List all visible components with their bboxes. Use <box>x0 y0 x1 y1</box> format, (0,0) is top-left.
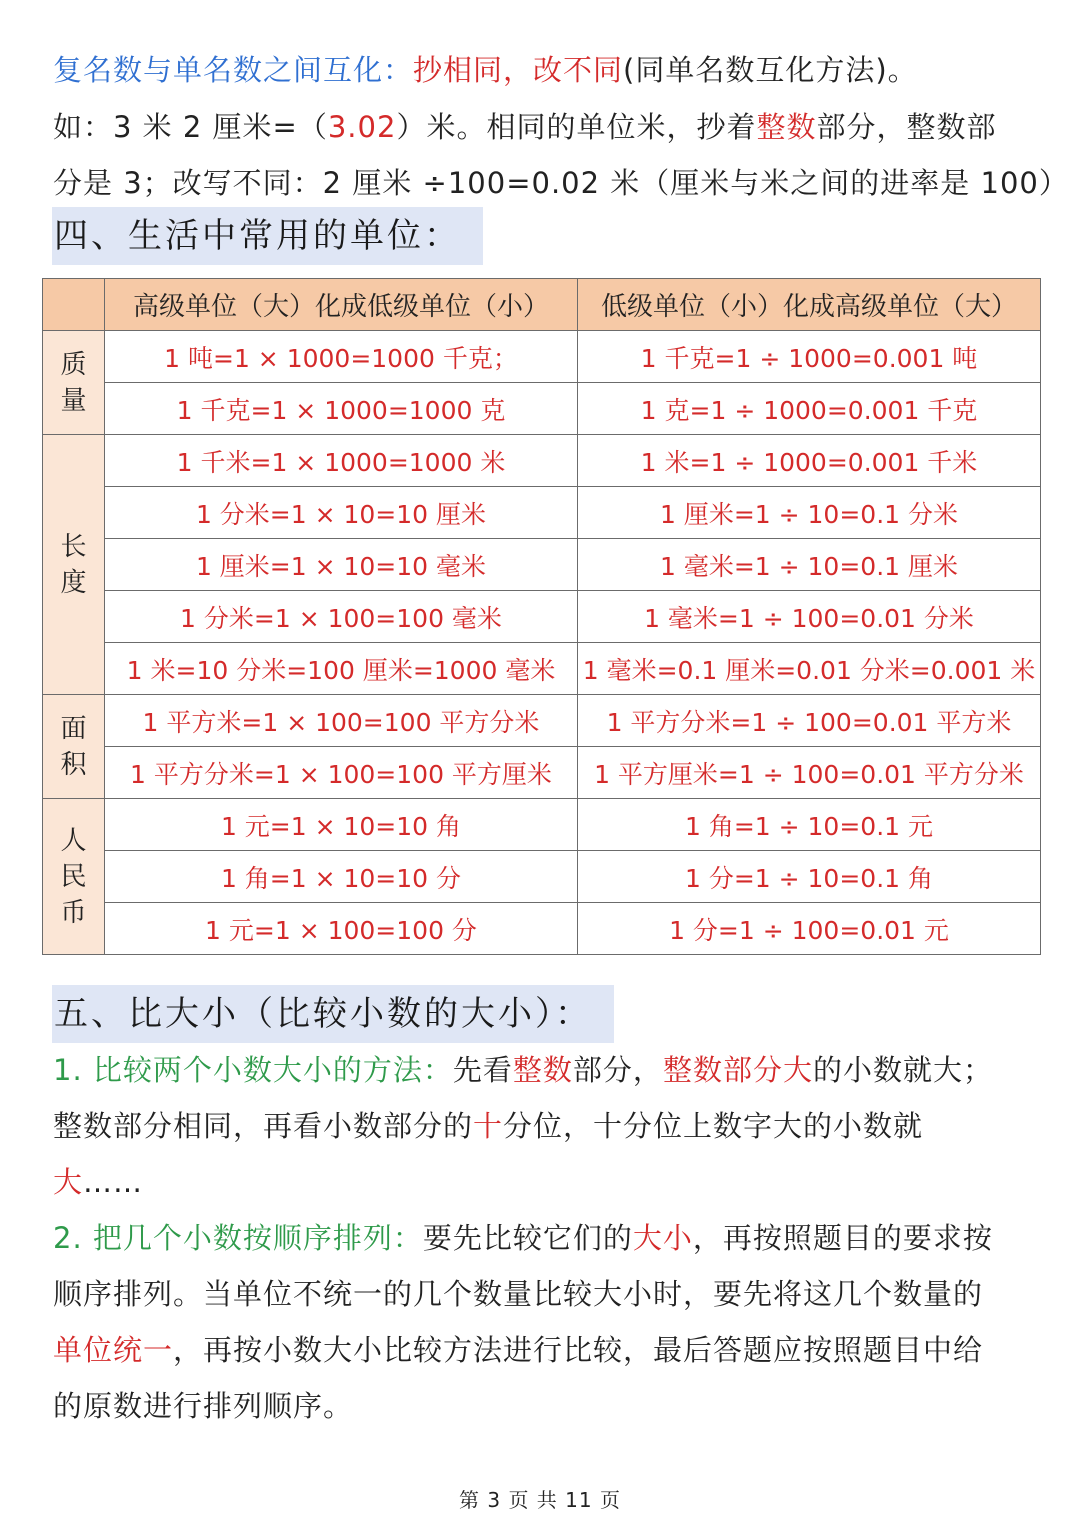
method-1-larger: 大 <box>53 1165 84 1199</box>
high-to-low-cell: 1 元=1 × 100=100 分 <box>105 903 578 955</box>
low-to-high-cell: 1 厘米=1 ÷ 10=0.1 分米 <box>578 487 1041 539</box>
table-row <box>43 643 1041 695</box>
high-to-low-cell: 1 元=1 × 10=10 角 <box>105 799 578 851</box>
header-corner <box>43 279 105 331</box>
header-low-to-high: 低级单位（小）化成高级单位（大） <box>578 279 1041 331</box>
method-1-text-b: 部分， <box>572 1053 663 1087</box>
s5-p2-line-1 <box>53 1218 1050 1258</box>
category-cell <box>43 799 105 955</box>
category-char: 度 <box>60 567 87 598</box>
intro-example-mid: ）米。相同的单位米，抄着 <box>396 110 757 144</box>
method-1-text-d: 整数部分相同，再看小数部分的 <box>53 1109 474 1143</box>
intro-explanation: 分是 3；改写不同：2 厘米 ÷100=0.02 米（厘米与米之间的进率是 100） <box>53 166 1069 200</box>
table-row <box>43 747 1041 799</box>
category-char: 面 <box>60 713 87 744</box>
high-to-low-cell: 1 分米=1 × 100=100 毫米 <box>105 591 578 643</box>
section-5-heading: 五、比大小（比较小数的大小）： <box>52 985 614 1043</box>
s5-p2-line-4 <box>53 1386 1050 1426</box>
high-to-low-cell: 1 米=10 分米=100 厘米=1000 毫米 <box>105 643 578 695</box>
category-cell <box>43 435 105 695</box>
low-to-high-cell: 1 米=1 ÷ 1000=0.001 千米 <box>578 435 1041 487</box>
table-row <box>43 591 1041 643</box>
method-2-text-c: 顺序排列。当单位不统一的几个数量比较大小时，要先将这几个数量的 <box>53 1277 984 1311</box>
method-1-integer: 整数 <box>512 1053 573 1087</box>
header-high-to-low: 高级单位（大）化成低级单位（小） <box>105 279 578 331</box>
s5-p1-line-1 <box>53 1050 1050 1090</box>
low-to-high-cell: 1 分=1 ÷ 10=0.1 角 <box>578 851 1041 903</box>
high-to-low-cell: 1 平方分米=1 × 100=100 平方厘米 <box>105 747 578 799</box>
category-char: 量 <box>60 385 87 416</box>
intro-line-2 <box>53 107 1050 147</box>
low-to-high-cell: 1 角=1 ÷ 10=0.1 元 <box>578 799 1041 851</box>
high-to-low-cell: 1 千米=1 × 1000=1000 米 <box>105 435 578 487</box>
intro-rule: 抄相同，改不同 <box>413 53 624 87</box>
low-to-high-cell: 1 毫米=1 ÷ 100=0.01 分米 <box>578 591 1041 643</box>
page-number: 第 3 页 共 11 页 <box>459 1488 621 1512</box>
category-char: 币 <box>60 897 87 928</box>
category-cell <box>43 695 105 799</box>
method-1-label: 1. 比较两个小数大小的方法： <box>53 1053 453 1087</box>
table-row <box>43 383 1041 435</box>
method-1-ellipsis: …… <box>83 1165 144 1199</box>
method-2-text-a: 要先比较它们的 <box>422 1221 633 1255</box>
category-char: 质 <box>60 349 87 380</box>
intro-line-3 <box>53 163 1069 203</box>
table-row <box>43 851 1041 903</box>
high-to-low-cell: 1 角=1 × 10=10 分 <box>105 851 578 903</box>
table-row <box>43 435 1041 487</box>
method-1-text-c: 的小数就大； <box>812 1053 993 1087</box>
intro-answer: 3.02 <box>327 110 397 144</box>
table-row <box>43 695 1041 747</box>
intro-integer-word: 整数 <box>756 110 817 144</box>
intro-example-end: 部分，整数部 <box>816 110 997 144</box>
high-to-low-cell: 1 厘米=1 × 10=10 毫米 <box>105 539 578 591</box>
s5-p2-line-3 <box>53 1330 1050 1370</box>
method-2-text-e: 的原数进行排列顺序。 <box>53 1389 354 1423</box>
table-row <box>43 799 1041 851</box>
category-char: 民 <box>60 861 87 892</box>
table-row <box>43 487 1041 539</box>
category-char: 积 <box>60 749 87 780</box>
section-4-heading: 四、生活中常用的单位： <box>52 207 483 265</box>
method-1-text-e: 分位，十分位上数字大的小数就 <box>503 1109 924 1143</box>
low-to-high-cell: 1 分=1 ÷ 100=0.01 元 <box>578 903 1041 955</box>
intro-topic: 复名数与单名数之间互化： <box>53 53 414 87</box>
intro-line-1 <box>53 50 1050 90</box>
method-1-text-a: 先看 <box>452 1053 513 1087</box>
method-1-tenths: 十 <box>473 1109 504 1143</box>
high-to-low-cell: 1 分米=1 × 10=10 厘米 <box>105 487 578 539</box>
low-to-high-cell: 1 平方分米=1 ÷ 100=0.01 平方米 <box>578 695 1041 747</box>
method-2-text-b: ，再按照题目的要求按 <box>692 1221 993 1255</box>
method-2-unify-units: 单位统一 <box>53 1333 174 1367</box>
low-to-high-cell: 1 平方厘米=1 ÷ 100=0.01 平方分米 <box>578 747 1041 799</box>
method-2-text-d: ，再按小数大小比较方法进行比较，最后答题应按照题目中给 <box>173 1333 984 1367</box>
method-2-size: 大小 <box>632 1221 693 1255</box>
s5-p1-line-2 <box>53 1106 1050 1146</box>
intro-example-start: 如：3 米 2 厘米=（ <box>53 110 328 144</box>
low-to-high-cell: 1 千克=1 ÷ 1000=0.001 吨 <box>578 331 1041 383</box>
low-to-high-cell: 1 毫米=1 ÷ 10=0.1 厘米 <box>578 539 1041 591</box>
category-cell <box>43 331 105 435</box>
table-row <box>43 331 1041 383</box>
table-row <box>43 539 1041 591</box>
low-to-high-cell: 1 毫米=0.1 厘米=0.01 分米=0.001 米 <box>578 643 1041 695</box>
category-char: 长 <box>60 531 87 562</box>
method-1-integer-larger: 整数部分大 <box>662 1053 813 1087</box>
unit-conversion-table <box>42 278 1041 955</box>
high-to-low-cell: 1 吨=1 × 1000=1000 千克； <box>105 331 578 383</box>
high-to-low-cell: 1 千克=1 × 1000=1000 克 <box>105 383 578 435</box>
low-to-high-cell: 1 克=1 ÷ 1000=0.001 千克 <box>578 383 1041 435</box>
table-row <box>43 903 1041 955</box>
s5-p2-line-2 <box>53 1274 1050 1314</box>
category-char: 人 <box>60 825 87 856</box>
s5-p1-line-3 <box>53 1162 1050 1202</box>
method-2-label: 2. 把几个小数按顺序排列： <box>53 1221 423 1255</box>
table-header-row <box>43 279 1041 331</box>
intro-note: (同单名数互化方法)。 <box>623 53 918 87</box>
high-to-low-cell: 1 平方米=1 × 100=100 平方分米 <box>105 695 578 747</box>
